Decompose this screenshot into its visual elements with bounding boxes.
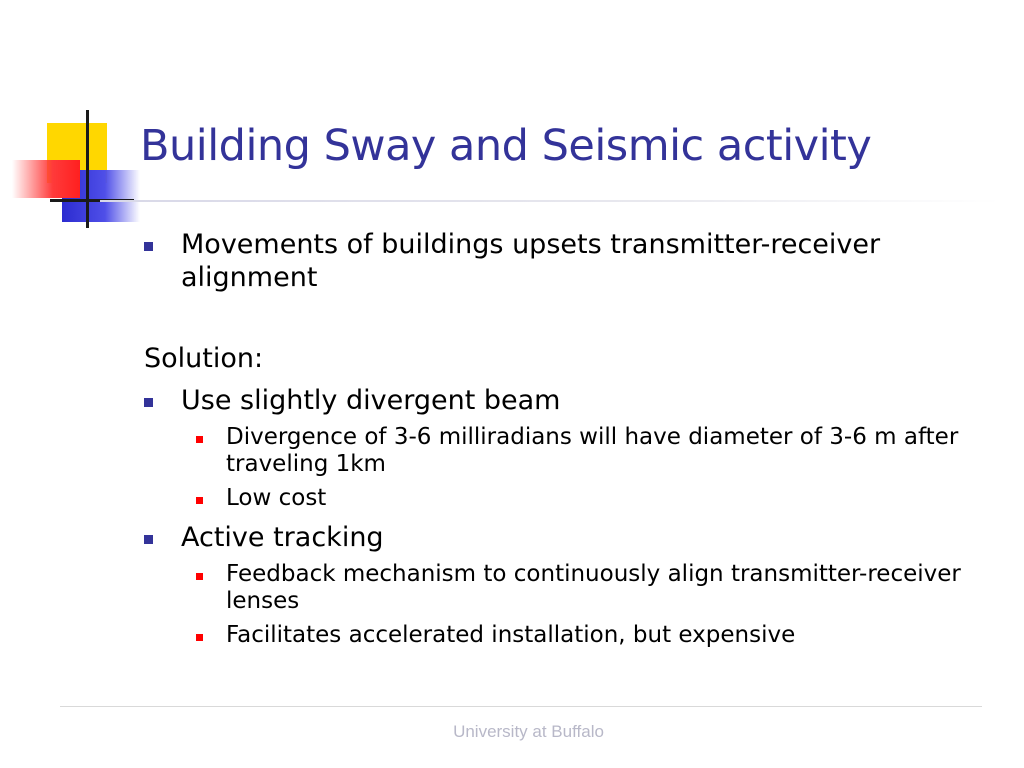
sub-bullet-square-icon	[196, 497, 203, 504]
sub-bullet-square-icon	[196, 573, 203, 580]
sub-bullet-square-icon	[196, 634, 203, 641]
bullet-square-icon	[144, 398, 153, 407]
footer-divider	[60, 706, 982, 707]
bullet-square-icon	[144, 535, 153, 544]
bullet-item: Use slightly divergent beam	[181, 385, 561, 416]
sub-bullet-item: Facilitates accelerated installation, but expensive	[226, 622, 796, 648]
bullet-square-icon	[144, 242, 153, 251]
sub-bullet-item: Feedback mechanism to continuously align transmitter-receiver lenses	[226, 561, 961, 614]
solution-label: Solution:	[144, 343, 264, 374]
sub-bullet-square-icon	[196, 436, 203, 443]
sub-bullet-item: Low cost	[226, 485, 327, 511]
sub-bullet-item: Divergence of 3-6 milliradians will have diameter of 3-6 m after traveling 1km	[226, 424, 959, 477]
footer-text: University at Buffalo	[453, 722, 604, 741]
bullet-item: Movements of buildings upsets transmitter-receiver alignment	[181, 229, 881, 293]
slide-title: Building Sway and Seismic activity	[140, 121, 872, 171]
bullet-item: Active tracking	[181, 522, 384, 553]
